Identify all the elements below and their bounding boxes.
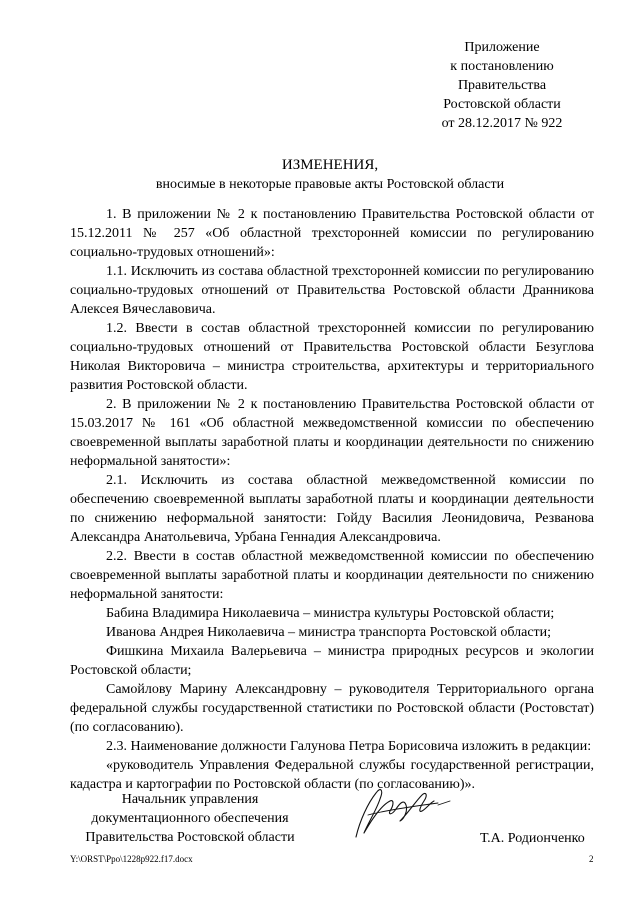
member-samoylova: Самойлову Марину Александровну – руководителя Территориального органа федеральной службы государственной статистики по Ростовской области (Ростовстат) (по согласованию).	[70, 682, 594, 735]
signer-title-line: Правительства Ростовской области	[85, 830, 295, 845]
document-body	[70, 205, 594, 794]
paragraph-2-1: 2.1. Исключить из состава областной межведомственной комиссии по обеспечению своевременной выплаты заработной платы и координации деятельности по снижению неформальной занятости: Гойду Василия Леонидовича, Резванова Александра Анатольевича, Урбана Геннадия Александровича.	[70, 473, 594, 545]
position-quote: «руководитель Управления Федеральной службы государственной регистрации, кадастра и картографии по Ростовской области (по согласованию)».	[70, 758, 594, 792]
appendix-line: Приложение	[464, 40, 540, 55]
member-fishkin: Фишкина Михаила Валерьевича – министра природных ресурсов и экологии Ростовской области;	[70, 644, 594, 678]
member-babin: Бабина Владимира Николаевича – министра культуры Ростовской области;	[106, 606, 555, 621]
appendix-line: к постановлению	[450, 59, 554, 74]
document-subtitle: вносимые в некоторые правовые акты Ростовской области	[155, 177, 505, 192]
paragraph-2: 2. В приложении № 2 к постановлению Правительства Ростовской области от 15.03.2017 № 161 «Об областной межведомственной комиссии по обеспечению своевременной выплаты заработной платы и координации деятельности по снижению неформальной занятости»:	[70, 397, 594, 469]
paragraph-2-2: 2.2. Ввести в состав областной межведомственной комиссии по обеспечению своевременной выплаты заработной платы и координации деятельности по снижению неформальной занятости:	[70, 549, 594, 602]
signer-title-line: Начальник управления	[121, 792, 259, 807]
document-title: ИЗМЕНЕНИЯ,	[281, 157, 379, 173]
paragraph-1-1: 1.1. Исключить из состава областной трехсторонней комиссии по регулированию социально-трудовых отношений от Правительства Ростовской области Дранникова Алексея Вячеславовича.	[70, 264, 594, 317]
signer-name: Т.А. Родионченко	[480, 831, 585, 846]
handwritten-signature	[338, 775, 458, 845]
appendix-line: Правительства	[457, 78, 547, 93]
footer-file-path: Y:\ORST\Ppo\1228p922.f17.docx	[70, 854, 193, 864]
appendix-line: Ростовской области	[443, 97, 561, 112]
paragraph-2-3: 2.3. Наименование должности Галунова Петра Борисовича изложить в редакции:	[106, 739, 592, 754]
appendix-line: от 28.12.2017 № 922	[441, 116, 563, 131]
paragraph-1-2: 1.2. Ввести в состав областной трехсторонней комиссии по регулированию социально-трудовых отношений от Правительства Ростовской области Безуглова Николая Викторовича – министра строительства, архитектуры и территориального развития Ростовской области.	[70, 321, 594, 393]
paragraph-1: 1. В приложении № 2 к постановлению Правительства Ростовской области от 15.12.2011 № 257 «Об областной трехсторонней комиссии по регулированию социально-трудовых отношений»:	[70, 207, 594, 260]
signer-title	[70, 790, 310, 847]
appendix-header	[412, 38, 592, 133]
signer-title-line: документационного обеспечения	[91, 811, 289, 826]
page-number: 2	[589, 854, 594, 864]
member-ivanov: Иванова Андрея Николаевича – министра транспорта Ростовской области;	[106, 625, 552, 640]
